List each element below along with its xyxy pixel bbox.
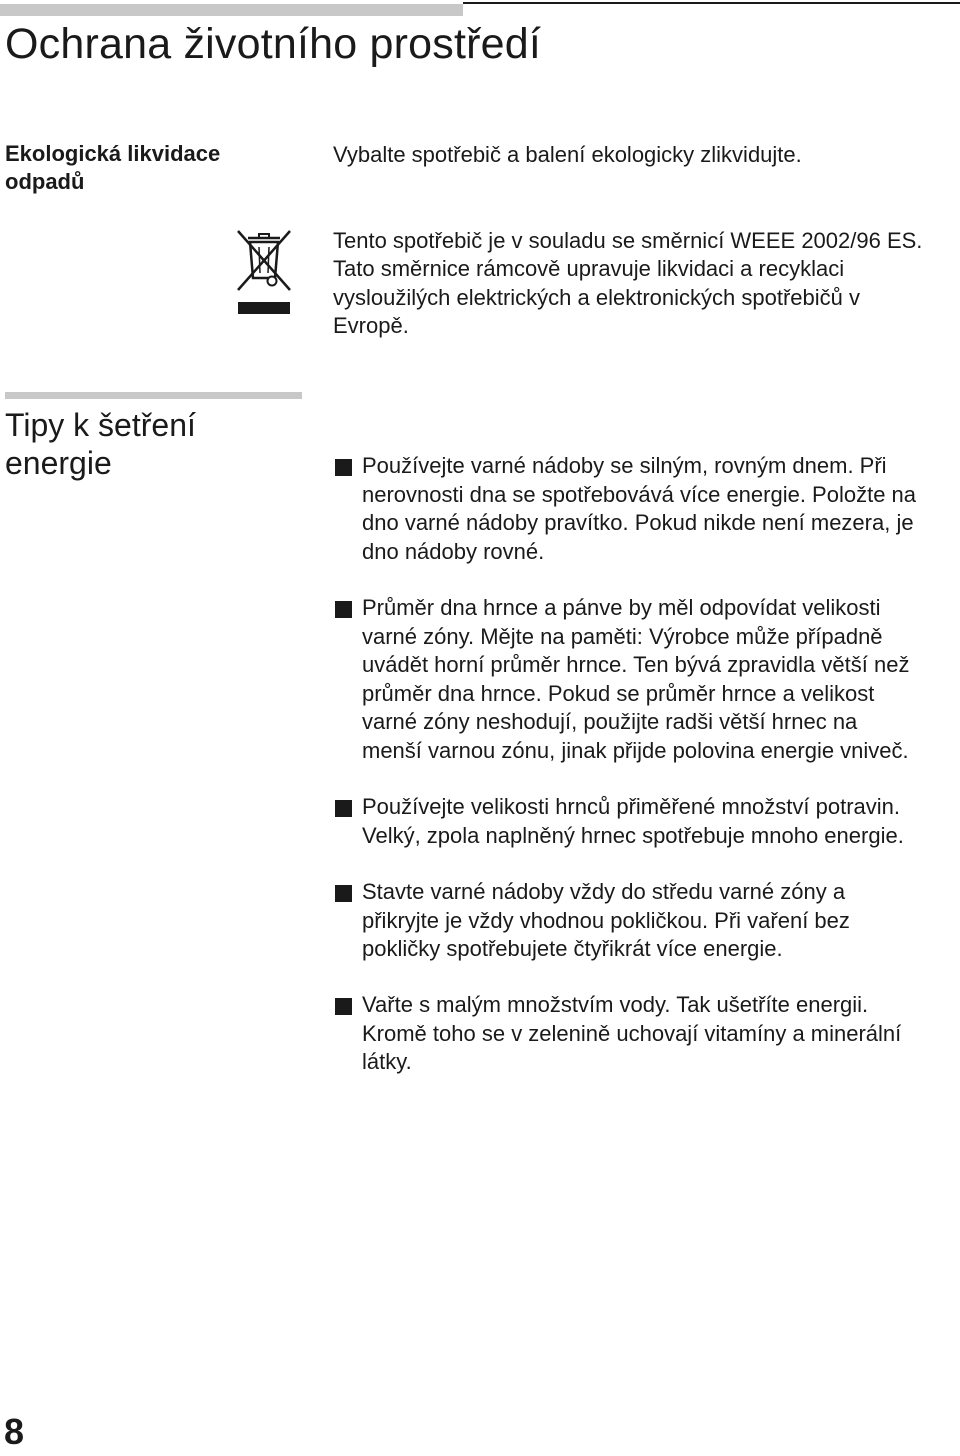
bullet-square-icon <box>335 885 352 902</box>
header-rule-black <box>463 2 960 4</box>
energy-tips-heading: Tipy k šetření energie <box>5 407 196 481</box>
tip-line: menší varnou zónu, jinak přijde polovina energie vniveč. <box>362 737 909 763</box>
tip-line: Kromě toho se v zelenině uchovají vitamíny a minerální <box>362 1020 902 1046</box>
header-rule-gray <box>0 4 463 16</box>
tip-line: varné zóny neshodují, použijte radši větší hrnec na <box>362 709 858 735</box>
tip-line: nerovnosti dna se spotřebovává více energie. Položte na <box>362 481 917 507</box>
tip-line: uvádět horní průměr hrnce. Ten bývá zpravidla větší než <box>362 652 910 678</box>
disposal-heading: Ekologická likvidace odpadů <box>5 141 221 194</box>
tip-line: Průměr dna hrnce a pánve by měl odpovídat velikosti <box>362 594 881 620</box>
list-item <box>333 878 960 964</box>
tip-line: pokličky spotřebujete čtyřikrát více energie. <box>362 936 783 962</box>
section-rule <box>5 392 302 399</box>
tip-line: Velký, zpola naplněný hrnec spotřebuje mnoho energie. <box>362 822 904 848</box>
tip-line: průměr dna hrnce. Pokud se průměr hrnce a velikost <box>362 680 875 706</box>
bullet-square-icon <box>335 998 352 1015</box>
bullet-square-icon <box>335 800 352 817</box>
tip-line: přikryjte je vždy vhodnou pokličkou. Při vaření bez <box>362 907 850 933</box>
list-item <box>333 452 960 566</box>
list-item <box>333 594 960 766</box>
bullet-square-icon <box>335 459 352 476</box>
page-number: 8 <box>4 1411 25 1452</box>
tip-line: Používejte velikosti hrnců přiměřené množství potravin. <box>362 794 901 820</box>
disposal-unpack-text: Vybalte spotřebič a balení ekologicky zlikvidujte. <box>333 142 802 167</box>
list-item <box>333 991 960 1077</box>
energy-tips-list <box>333 452 960 1105</box>
weee-directive-text: Tento spotřebič je v souladu se směrnicí WEEE 2002/96 ES. Tato směrnice rámcově upravuje likvidaci a recyklaci vysloužilých elektrických a elektronických spotřebičů v Evropě. <box>333 228 923 338</box>
crossed-out-wheelie-bin-icon <box>234 228 294 316</box>
tip-line: dno varné nádoby pravítko. Pokud nikde není mezera, je <box>362 510 914 536</box>
tip-line: dno nádoby rovné. <box>362 538 545 564</box>
list-item <box>333 793 960 850</box>
tip-line: látky. <box>362 1049 412 1075</box>
page-title: Ochrana životního prostředí <box>5 20 542 68</box>
tip-line: varné zóny. Mějte na paměti: Výrobce může případně <box>362 623 883 649</box>
tip-line: Vařte s malým množstvím vody. Tak ušetříte energii. <box>362 992 869 1018</box>
bullet-square-icon <box>335 601 352 618</box>
tip-line: Stavte varné nádoby vždy do středu varné zóny a <box>362 878 846 904</box>
tip-line: Používejte varné nádoby se silným, rovným dnem. Při <box>362 453 887 478</box>
